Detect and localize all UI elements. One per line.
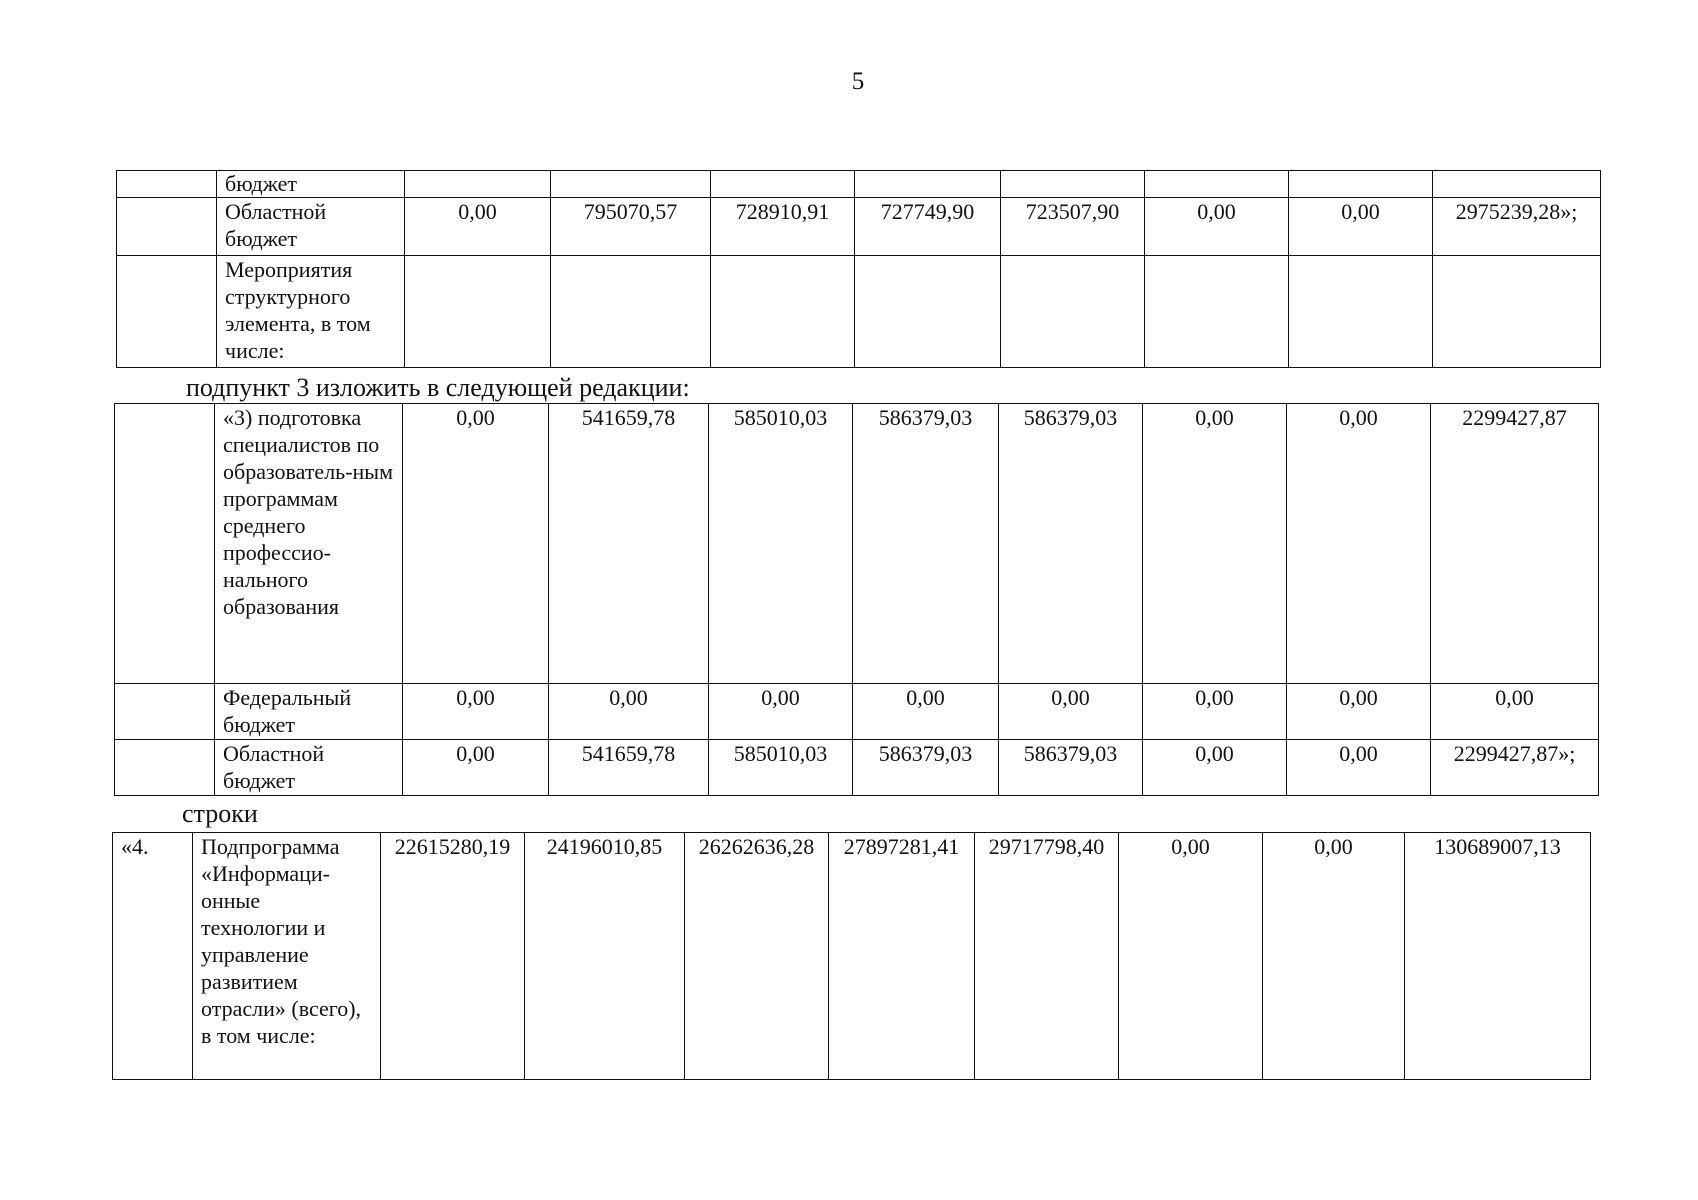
value-cell xyxy=(405,256,551,368)
value-cell: 0,00 xyxy=(1287,404,1431,684)
value-cell: 130689007,13 xyxy=(1405,833,1591,1080)
value-cell xyxy=(1145,256,1289,368)
row-label: Областной бюджет xyxy=(215,740,403,796)
value-cell: 24196010,85 xyxy=(525,833,685,1080)
value-cell: 541659,78 xyxy=(549,740,709,796)
value-cell: 0,00 xyxy=(999,684,1143,740)
row-label: Подпрограмма «Информаци-онные технологии и управление развитием отрасли» (всего), в том числе: xyxy=(193,833,381,1080)
value-cell xyxy=(1433,171,1601,198)
value-cell: 0,00 xyxy=(403,740,549,796)
value-cell: 723507,90 xyxy=(1001,198,1145,256)
table-row xyxy=(115,740,1599,796)
value-cell: 22615280,19 xyxy=(381,833,525,1080)
value-cell xyxy=(855,171,1001,198)
value-cell: 586379,03 xyxy=(999,404,1143,684)
value-cell xyxy=(1145,171,1289,198)
value-cell: 0,00 xyxy=(1143,684,1287,740)
value-cell: 585010,03 xyxy=(709,404,853,684)
value-cell: 795070,57 xyxy=(551,198,711,256)
value-cell: 2299427,87 xyxy=(1431,404,1599,684)
table-row xyxy=(117,256,1601,368)
value-cell: 0,00 xyxy=(1287,684,1431,740)
row-index: «4. xyxy=(113,833,193,1080)
value-cell: 2975239,28»; xyxy=(1433,198,1601,256)
index-cell xyxy=(117,198,217,256)
row-label: Федеральный бюджет xyxy=(215,684,403,740)
table-row xyxy=(113,833,1591,1080)
value-cell: 0,00 xyxy=(403,404,549,684)
row-label: бюджет xyxy=(217,171,405,198)
index-cell xyxy=(115,404,215,684)
table-row xyxy=(115,684,1599,740)
table-row xyxy=(117,198,1601,256)
value-cell: 0,00 xyxy=(1431,684,1599,740)
value-cell: 29717798,40 xyxy=(975,833,1119,1080)
index-cell xyxy=(117,171,217,198)
value-cell: 0,00 xyxy=(853,684,999,740)
value-cell: 0,00 xyxy=(405,198,551,256)
value-cell: 541659,78 xyxy=(549,404,709,684)
value-cell: 27897281,41 xyxy=(829,833,975,1080)
value-cell xyxy=(855,256,1001,368)
value-cell: 0,00 xyxy=(1263,833,1405,1080)
page-number: 5 xyxy=(851,68,865,95)
index-cell xyxy=(115,684,215,740)
value-cell: 585010,03 xyxy=(709,740,853,796)
index-cell xyxy=(117,256,217,368)
value-cell: 0,00 xyxy=(1287,740,1431,796)
value-cell: 0,00 xyxy=(403,684,549,740)
value-cell xyxy=(1433,256,1601,368)
value-cell: 0,00 xyxy=(1143,740,1287,796)
row-label: Областной бюджет xyxy=(217,198,405,256)
value-cell: 26262636,28 xyxy=(685,833,829,1080)
value-cell: 586379,03 xyxy=(853,404,999,684)
value-cell: 0,00 xyxy=(1145,198,1289,256)
instruction-paragraph: подпункт 3 изложить в следующей редакции: xyxy=(186,373,690,402)
budget-table-top xyxy=(116,170,1601,368)
value-cell xyxy=(551,171,711,198)
table-row xyxy=(115,404,1599,684)
budget-table-bottom xyxy=(112,832,1591,1080)
value-cell: 728910,91 xyxy=(711,198,855,256)
value-cell xyxy=(1001,171,1145,198)
value-cell: 2299427,87»; xyxy=(1431,740,1599,796)
value-cell: 586379,03 xyxy=(999,740,1143,796)
index-cell xyxy=(115,740,215,796)
value-cell xyxy=(1289,171,1433,198)
value-cell xyxy=(1001,256,1145,368)
row-label: Мероприятия структурного элемента, в том числе: xyxy=(217,256,405,368)
value-cell: 0,00 xyxy=(1143,404,1287,684)
value-cell xyxy=(405,171,551,198)
budget-table-middle xyxy=(114,403,1599,796)
lines-paragraph: строки xyxy=(182,799,258,828)
value-cell: 0,00 xyxy=(1119,833,1263,1080)
value-cell: 0,00 xyxy=(1289,198,1433,256)
value-cell: 727749,90 xyxy=(855,198,1001,256)
value-cell xyxy=(1289,256,1433,368)
value-cell xyxy=(551,256,711,368)
value-cell xyxy=(711,256,855,368)
table-row xyxy=(117,171,1601,198)
value-cell: 0,00 xyxy=(709,684,853,740)
row-label: «3) подготовка специалистов по образователь-ным программам среднего профессио-нального образования xyxy=(215,404,403,684)
value-cell: 586379,03 xyxy=(853,740,999,796)
value-cell xyxy=(711,171,855,198)
value-cell: 0,00 xyxy=(549,684,709,740)
